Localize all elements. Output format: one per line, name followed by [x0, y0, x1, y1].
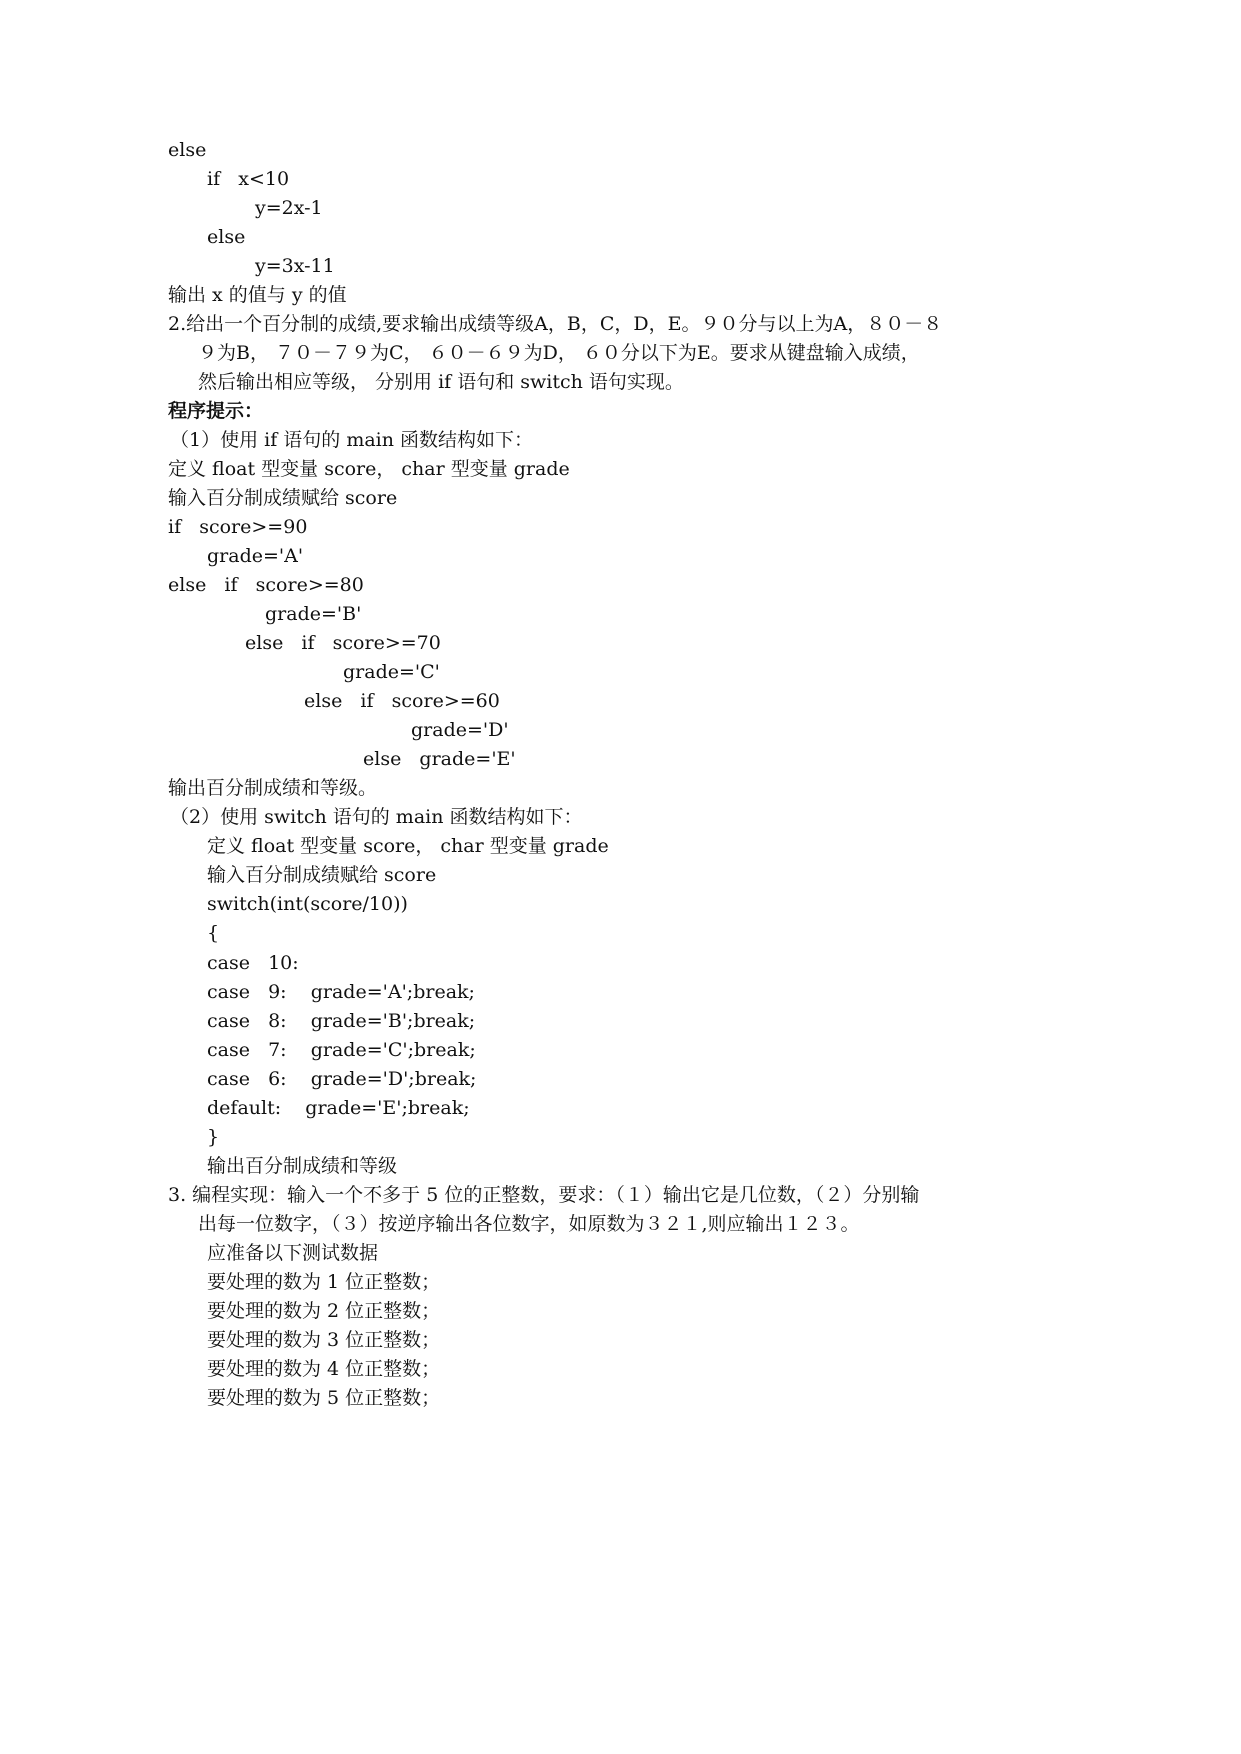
question-2-line: 然后输出相应等级， 分别用 if 语句和 switch 语句实现。	[198, 371, 684, 393]
code-line: y=2x-1	[255, 197, 323, 219]
question-3-line: 3. 编程实现：输入一个不多于 5 位的正整数，要求：（１）输出它是几位数，（２）分别输	[168, 1184, 920, 1206]
code-line: else if score>=80	[168, 574, 364, 596]
test-data-line: 要处理的数为 3 位正整数；	[207, 1329, 441, 1351]
code-line: grade='A'	[207, 545, 304, 567]
text-line: 输入百分制成绩赋给 score	[168, 487, 398, 509]
test-data-line: 要处理的数为 5 位正整数；	[207, 1387, 441, 1409]
text-line: 应准备以下测试数据	[207, 1242, 379, 1264]
code-line: case 8: grade='B';break;	[207, 1010, 476, 1032]
code-line: switch(int(score/10))	[207, 893, 408, 915]
text-line: 输入百分制成绩赋给 score	[207, 864, 437, 886]
question-3-line: 出每一位数字，（３）按逆序输出各位数字，如原数为３２１,则应输出１２３。	[198, 1213, 860, 1235]
code-line: else grade='E'	[363, 748, 516, 770]
code-line: case 10:	[207, 952, 299, 974]
code-line: else	[168, 139, 207, 161]
test-data-line: 要处理的数为 2 位正整数；	[207, 1300, 441, 1322]
code-line: grade='B'	[265, 603, 362, 625]
question-2-line: ９为B， ７０－７９为C， ６０－６９为D， ６０分以下为E。要求从键盘输入成绩，	[198, 342, 920, 364]
code-line: case 6: grade='D';break;	[207, 1068, 477, 1090]
code-line: }	[207, 1126, 220, 1148]
text-line: 输出百分制成绩和等级。	[168, 777, 378, 799]
text-line: 定义 float 型变量 score， char 型变量 grade	[207, 835, 609, 857]
code-line: else	[207, 226, 246, 248]
code-line: default: grade='E';break;	[207, 1097, 470, 1119]
code-line: if score>=90	[168, 516, 308, 538]
code-line: grade='D'	[411, 719, 509, 741]
test-data-line: 要处理的数为 4 位正整数；	[207, 1358, 441, 1380]
code-line: grade='C'	[343, 661, 440, 683]
question-2-line: 2.给出一个百分制的成绩,要求输出成绩等级A，B，C，D，E。９０分与以上为A，８０－８	[168, 313, 943, 335]
code-line: else if score>=70	[245, 632, 441, 654]
text-line: 定义 float 型变量 score， char 型变量 grade	[168, 458, 570, 480]
code-line: {	[207, 922, 220, 944]
text-line: （1）使用 if 语句的 main 函数结构如下：	[170, 429, 534, 451]
code-line: case 9: grade='A';break;	[207, 981, 475, 1003]
text-line: 输出 x 的值与 y 的值	[168, 284, 347, 306]
test-data-line: 要处理的数为 1 位正整数；	[207, 1271, 441, 1293]
text-line: 输出百分制成绩和等级	[207, 1155, 398, 1177]
hint-heading: 程序提示：	[168, 400, 264, 422]
text-line: （2）使用 switch 语句的 main 函数结构如下：	[170, 806, 583, 828]
code-line: y=3x-11	[255, 255, 335, 277]
code-line: else if score>=60	[304, 690, 500, 712]
code-line: case 7: grade='C';break;	[207, 1039, 476, 1061]
code-line: if x<10	[207, 168, 290, 190]
